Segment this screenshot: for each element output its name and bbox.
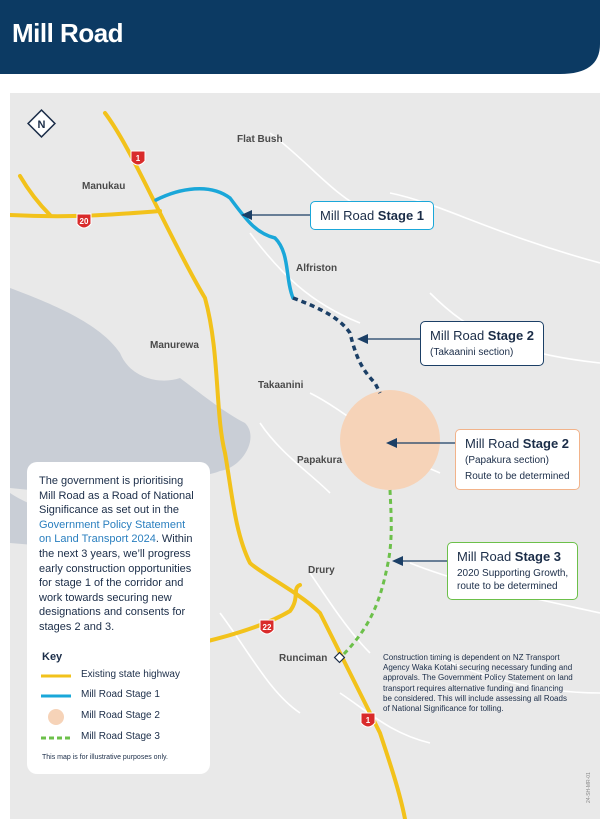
stage2-papakura-area: [340, 390, 440, 490]
shield-sh22: 22: [262, 623, 272, 632]
key-swatch-stage3: [39, 731, 73, 745]
info-text: The government is prioritising Mill Road as a Road of National Significance as set out in the Government Policy Statement on Land Transport 2024. Within the next 3 years, we’ll progress early construction opportunities for stage 1 of the corridor and work towards securing new designations and consents for stages 2 and 3.: [39, 475, 194, 633]
map-disclaimer: This map is for illustrative purposes only.: [42, 754, 168, 761]
key-swatch-highway: [39, 669, 73, 683]
shield-sh1-bottom: 1: [365, 716, 371, 725]
callout-stage3: Mill Road Stage 3 2020 Supporting Growth, route to be determined: [447, 542, 578, 600]
shield-sh20: 20: [79, 217, 89, 226]
place-papakura: Papakura: [297, 455, 343, 466]
key-swatch-stage1: [39, 689, 73, 703]
place-takaanini: Takaanini: [258, 380, 304, 391]
north-label: N: [37, 119, 46, 131]
north-arrow-icon: [28, 110, 55, 137]
key-title: Key: [42, 651, 63, 663]
gps-link[interactable]: Government Policy Statement on Land Transport 2024: [39, 518, 186, 546]
key-swatch-stage2: [39, 708, 73, 726]
callout-stage2-takaanini: Mill Road Stage 2 (Takaanini section): [420, 321, 544, 366]
funding-note: Construction timing is dependent on NZ Transport Agency Waka Kotahi securing necessary funding and approvals. The Government Policy Statement on land transport requires alternative funding and financing be considered. This will include assessing all Roads of National Significance for tolling.: [383, 653, 573, 714]
place-alfriston: Alfriston: [296, 263, 338, 274]
key-item-stage2: Mill Road Stage 2: [39, 710, 209, 724]
key-item-stage3: Mill Road Stage 3: [39, 731, 209, 745]
document-reference: 24-SH-MR-01: [586, 772, 592, 803]
place-flat-bush: Flat Bush: [237, 134, 283, 145]
header-banner: [0, 0, 600, 74]
key-item-highway: Existing state highway: [39, 669, 209, 683]
place-manurewa: Manurewa: [150, 340, 199, 351]
callout-stage1: Mill Road Stage 1: [310, 201, 434, 230]
info-panel: [27, 462, 210, 774]
place-manukau: Manukau: [82, 181, 126, 192]
place-drury: Drury: [308, 565, 335, 576]
shield-sh1-top: 1: [135, 154, 141, 163]
place-runciman: Runciman: [279, 653, 328, 664]
page-title: Mill Road: [12, 18, 124, 48]
key-item-stage1: Mill Road Stage 1: [39, 689, 209, 703]
stage3-route: [340, 490, 391, 658]
callout-stage2-papakura: Mill Road Stage 2 (Papakura section) Route to be determined: [455, 429, 580, 490]
